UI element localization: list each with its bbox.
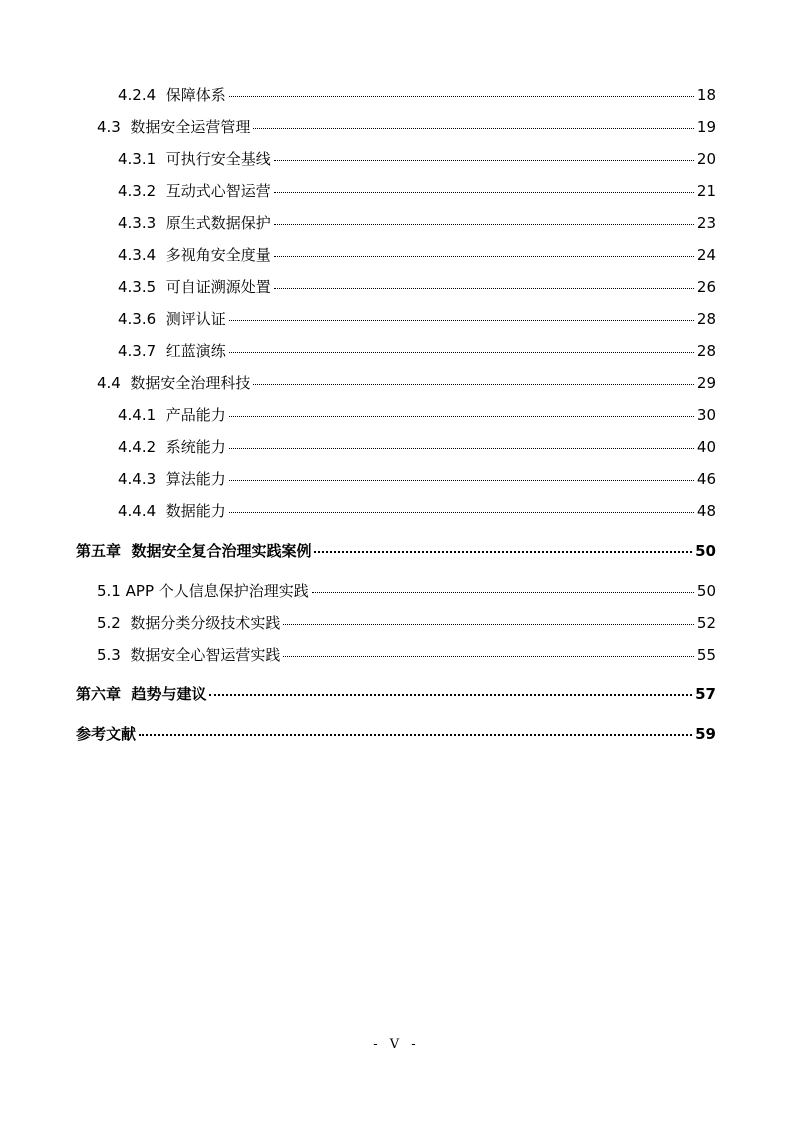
leader-dots xyxy=(283,624,693,625)
toc-chapter-number: 第六章 xyxy=(76,685,122,703)
toc-entry-title: 红蓝演练 xyxy=(165,342,226,360)
toc-entry-page: 52 xyxy=(696,614,716,632)
toc-chapter-title: 数据安全复合治理实践案例 xyxy=(131,542,312,560)
toc-entry-page: 26 xyxy=(696,278,716,296)
toc-entry-title: 数据安全治理科技 xyxy=(130,374,251,392)
leader-dots xyxy=(229,512,694,513)
leader-dots xyxy=(274,256,694,257)
toc-entry[interactable] xyxy=(118,276,716,298)
toc-entry-number: 4.2.4 xyxy=(118,86,157,104)
toc-entry-page: 21 xyxy=(696,182,716,200)
toc-entry[interactable] xyxy=(97,612,716,634)
toc-chapter-title: 趋势与建议 xyxy=(131,685,207,703)
leader-dots xyxy=(229,448,694,449)
toc-entry-page: 28 xyxy=(696,342,716,360)
toc-chapter-title: 参考文献 xyxy=(76,725,137,743)
toc-entry-number: 4.3.1 xyxy=(118,150,157,168)
toc-entry[interactable] xyxy=(118,244,716,266)
toc-entry-page: 46 xyxy=(696,470,716,488)
leader-dots xyxy=(229,352,694,353)
toc-entry-title: 原生式数据保护 xyxy=(165,214,271,232)
toc-entry-page: 50 xyxy=(696,582,716,600)
toc-chapter-page: 59 xyxy=(695,725,716,743)
toc-entry-number: 4.4.1 xyxy=(118,406,157,424)
toc-entry[interactable] xyxy=(97,644,716,666)
toc-entry-title: 测评认证 xyxy=(165,310,226,328)
toc-chapter-page: 50 xyxy=(695,542,716,560)
toc-entry-page: 24 xyxy=(696,246,716,264)
toc-entry[interactable] xyxy=(118,340,716,362)
toc-entry-page: 23 xyxy=(696,214,716,232)
toc-entry-page: 18 xyxy=(696,86,716,104)
toc-entry-page: 40 xyxy=(696,438,716,456)
toc-entry-page: 19 xyxy=(696,118,716,136)
toc-entry[interactable] xyxy=(118,500,716,522)
toc-entry-title: APP 个人信息保护治理实践 xyxy=(125,582,309,600)
toc-entry-title: 互动式心智运营 xyxy=(165,182,271,200)
toc-entry-title: 算法能力 xyxy=(165,470,226,488)
toc-entry-title: 数据分类分级技术实践 xyxy=(130,614,281,632)
toc-chapter[interactable] xyxy=(76,683,716,705)
toc-entry-number: 4.3.5 xyxy=(118,278,157,296)
leader-dots xyxy=(139,734,692,736)
toc-entry-number: 4.4.2 xyxy=(118,438,157,456)
toc-entry-title: 系统能力 xyxy=(165,438,226,456)
leader-dots xyxy=(283,656,693,657)
toc-entry-title: 保障体系 xyxy=(165,86,226,104)
toc-entry-number: 4.4 xyxy=(97,374,121,392)
toc-entry-title: 数据能力 xyxy=(165,502,226,520)
toc-entry-number: 4.3.6 xyxy=(118,310,157,328)
toc-entry-title: 数据安全运营管理 xyxy=(130,118,251,136)
toc-entry-page: 29 xyxy=(696,374,716,392)
toc-entry[interactable] xyxy=(118,436,716,458)
toc-entry-number: 4.3.4 xyxy=(118,246,157,264)
toc-entry-title: 产品能力 xyxy=(165,406,226,424)
toc-entry-page: 30 xyxy=(696,406,716,424)
toc-entry-title: 可执行安全基线 xyxy=(165,150,271,168)
leader-dots xyxy=(229,96,694,97)
toc-entry-title: 可自证溯源处置 xyxy=(165,278,271,296)
toc-entry-page: 55 xyxy=(696,646,716,664)
toc-entry-number: 4.4.4 xyxy=(118,502,157,520)
toc-chapter-number: 第五章 xyxy=(76,542,122,560)
toc-chapter[interactable] xyxy=(76,723,716,745)
leader-dots xyxy=(312,592,694,593)
leader-dots xyxy=(274,288,694,289)
toc-chapter-page: 57 xyxy=(695,685,716,703)
toc-entry[interactable] xyxy=(118,212,716,234)
toc-entry-page: 28 xyxy=(696,310,716,328)
toc-entry-title: 多视角安全度量 xyxy=(165,246,271,264)
toc-entry[interactable] xyxy=(118,308,716,330)
leader-dots xyxy=(274,224,694,225)
toc-entry-number: 4.3.2 xyxy=(118,182,157,200)
toc-entry[interactable] xyxy=(118,148,716,170)
toc-entry[interactable] xyxy=(118,180,716,202)
leader-dots xyxy=(209,694,692,696)
toc-entry-page: 20 xyxy=(696,150,716,168)
toc-entry-title: 数据安全心智运营实践 xyxy=(130,646,281,664)
toc-entry-number: 5.1 xyxy=(97,582,121,600)
leader-dots xyxy=(274,192,694,193)
leader-dots xyxy=(314,551,692,553)
toc-entry[interactable] xyxy=(118,468,716,490)
leader-dots xyxy=(229,320,694,321)
leader-dots xyxy=(253,384,693,385)
toc-entry[interactable] xyxy=(97,580,716,602)
toc-chapter[interactable] xyxy=(76,540,716,562)
toc-entry-number: 4.4.3 xyxy=(118,470,157,488)
toc-entry-number: 4.3 xyxy=(97,118,121,136)
toc-entry-number: 5.3 xyxy=(97,646,121,664)
page-number-footer: - V - xyxy=(373,1037,420,1052)
leader-dots xyxy=(229,480,694,481)
toc-entry[interactable] xyxy=(118,84,716,106)
toc-entry[interactable] xyxy=(97,116,716,138)
toc-entry-page: 48 xyxy=(696,502,716,520)
toc-entry-number: 5.2 xyxy=(97,614,121,632)
toc-entry[interactable] xyxy=(97,372,716,394)
leader-dots xyxy=(253,128,693,129)
toc-entry[interactable] xyxy=(118,404,716,426)
toc-entry-number: 4.3.3 xyxy=(118,214,157,232)
leader-dots xyxy=(229,416,694,417)
toc-entry-number: 4.3.7 xyxy=(118,342,157,360)
leader-dots xyxy=(274,160,694,161)
